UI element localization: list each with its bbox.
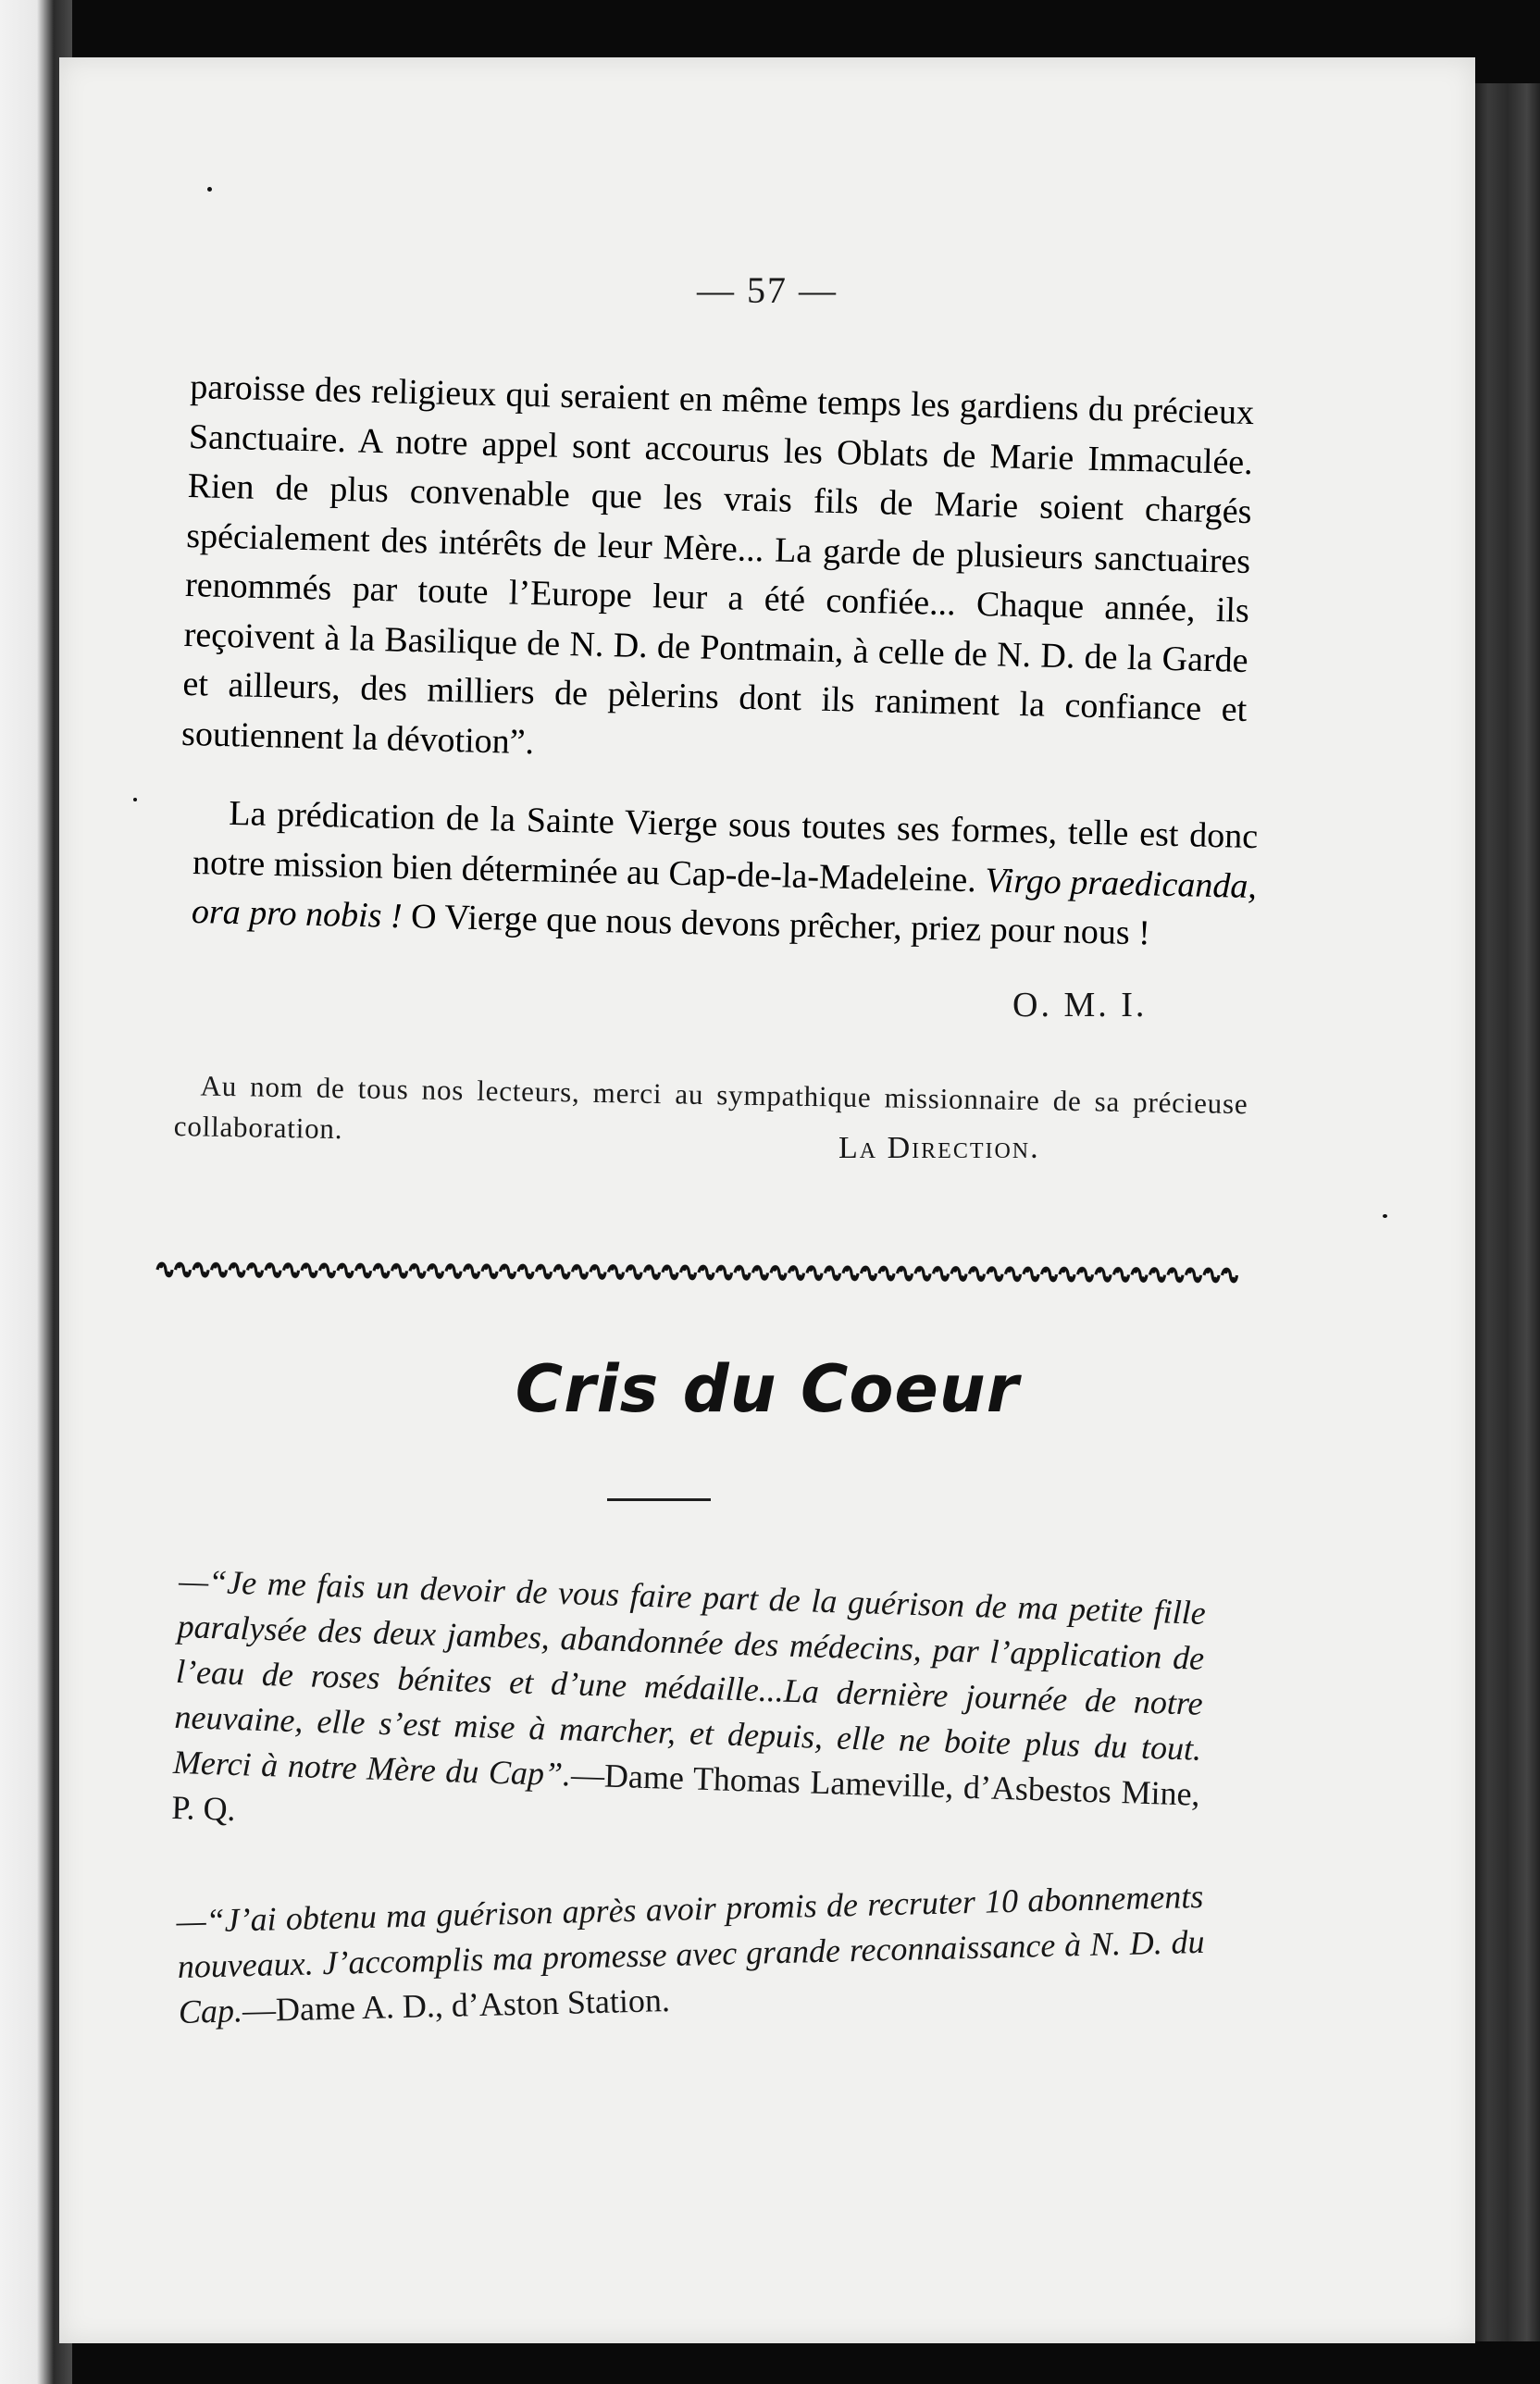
editor-signature: La Direction.: [838, 1131, 1040, 1165]
title-rule: [607, 1498, 711, 1501]
testimonial-2-quote: —“J’ai obtenu ma guérison après avoir promis de recruter 10 abonnements nouveaux. J’accomplis ma promesse avec grande reconnaissance à N. D. du Cap.: [176, 1877, 1205, 2030]
article-paragraph-1: paroisse des religieux qui seraient en même temps les gardiens du précieux Sanctuaire. A notre appel sont accourus les Oblats de Marie Immaculée. Rien de plus convenable que les vrais fils de Marie soient chargés spécialement des intérêts de leur Mère... La garde de plusieurs sanctuaires renommés par toute l’Europe leur a été confiée... Chaque année, ils reçoivent à la Basilique de N. D. de Pontmain, à celle de N. D. de la Garde et ailleurs, des milliers de pèlerins dont ils raniment la confiance et soutiennent la dévotion”.: [180, 366, 1255, 762]
book-page-stack-right: [1475, 83, 1540, 2341]
paragraph-2-start: La prédication de la Sainte Vierge sous toutes ses formes, telle est donc notre mission bien déterminée au Cap-de-la-Madeleine.: [192, 793, 1259, 900]
paragraph-2-end: O Vierge que nous devons prêcher, priez pour nous !: [402, 897, 1151, 953]
testimonial-1-quote: —“Je me fais un devoir de vous faire part de la guérison de ma petite fille paralysée des deux jambes, abandonnée des médecins, par l’application de l’eau de roses bénites et d’une médaille...La dernière journée de notre neuvaine, elle s’est mise à marcher, et depuis, elle ne boite plus du tout. Merci à notre Mère du Cap”.: [172, 1561, 1207, 1794]
editor-note: Au nom de tous nos lecteurs, merci au sympathique missionnaire de sa précieuse collaboration.: [173, 1069, 1248, 1146]
paper-speck: [1383, 1214, 1387, 1218]
article-signature: O. M. I.: [1012, 986, 1148, 1024]
testimonial-1: [171, 1558, 1207, 1863]
testimonial-2: [176, 1874, 1206, 2035]
book-page: [59, 57, 1475, 2343]
testimonial-1-attribution: —Dame Thomas Lameville, d’Asbestos Mine, P. Q.: [170, 1756, 1201, 1829]
section-title: Cris du Coeur: [515, 1351, 1020, 1427]
latin-invocation: Virgo praedicanda, ora pro nobis !: [191, 860, 1258, 937]
testimonial-2-attribution: —Dame A. D., d’Aston Station.: [242, 1980, 671, 2030]
ornamental-divider: [155, 1256, 1238, 1289]
paper-speck: [133, 798, 137, 801]
paper-speck: [207, 187, 212, 192]
article-paragraph-2: [191, 788, 1258, 962]
page-number: — 57 —: [697, 269, 838, 311]
